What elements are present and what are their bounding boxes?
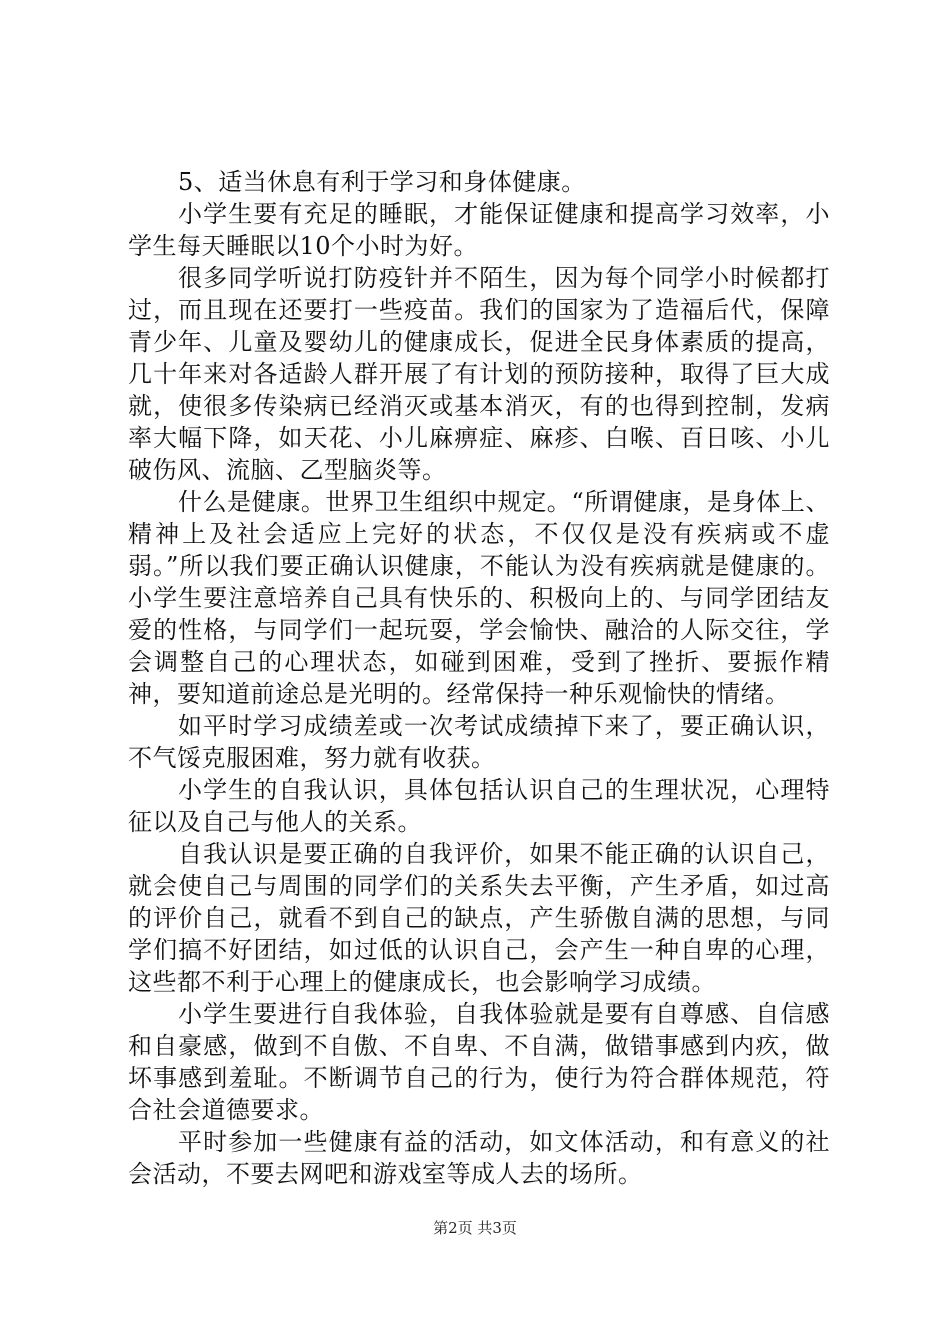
document-body: [128, 166, 830, 1190]
paragraph-sleep: 小学生要有充足的睡眠，才能保证健康和提高学习效率，小学生每天睡眠以10个小时为好。: [128, 200, 830, 260]
paragraph-health-definition: 什么是健康。世界卫生组织中规定。“所谓健康，是身体上、精神上及社会适应上完好的状态，不仅仅是没有疾病或不虚弱。”所以我们要正确认识健康，不能认为没有疾病就是健康的。小学生要注意培养自己具有快乐的、积极向上的、与同学团结友爱的性格，与同学们一起玩耍，学会愉快、融洽的人际交往，学会调整自己的心理状态，如碰到困难，受到了挫折、要振作精神，要知道前途总是光明的。经常保持一种乐观愉快的情绪。: [128, 488, 830, 708]
paragraph-activities: 平时参加一些健康有益的活动，如文体活动，和有意义的社会活动，不要去网吧和游戏室等成人去的场所。: [128, 1128, 830, 1188]
paragraph-self-experience: 小学生要进行自我体验，自我体验就是要有自尊感、自信感和自豪感，做到不自傲、不自卑、不自满，做错事感到内疚，做坏事感到羞耻。不断调节自己的行为，使行为符合群体规范，符合社会道德要求。: [128, 1000, 830, 1124]
paragraph-grades: 如平时学习成绩差或一次考试成绩掉下来了，要正确认识，不气馁克服困难，努力就有收获。: [128, 712, 830, 772]
paragraph-vaccination: 很多同学听说打防疫针并不陌生，因为每个同学小时候都打过，而且现在还要打一些疫苗。我们的国家为了造福后代，保障青少年、儿童及婴幼儿的健康成长，促进全民身体素质的提高，几十年来对各适龄人群开展了有计划的预防接种，取得了巨大成就，使很多传染病已经消灭或基本消灭，有的也得到控制，发病率大幅下降，如天花、小儿麻痹症、麻疹、白喉、百日咳、小儿破伤风、流脑、乙型脑炎等。: [128, 264, 830, 484]
section-heading: 5、适当休息有利于学习和身体健康。: [178, 168, 586, 196]
paragraph-self-awareness: 小学生的自我认识，具体包括认识自己的生理状况，心理特征以及自己与他人的关系。: [128, 776, 830, 836]
paragraph-self-evaluation: 自我认识是要正确的自我评价，如果不能正确的认识自己，就会使自己与周围的同学们的关系失去平衡，产生矛盾，如过高的评价自己，就看不到自己的缺点，产生骄傲自满的思想，与同学们搞不好团结，如过低的认识自己，会产生一种自卑的心理，这些都不利于心理上的健康成长，也会影响学习成绩。: [128, 840, 830, 996]
page-number-footer: 第2页 共3页: [433, 1219, 517, 1237]
